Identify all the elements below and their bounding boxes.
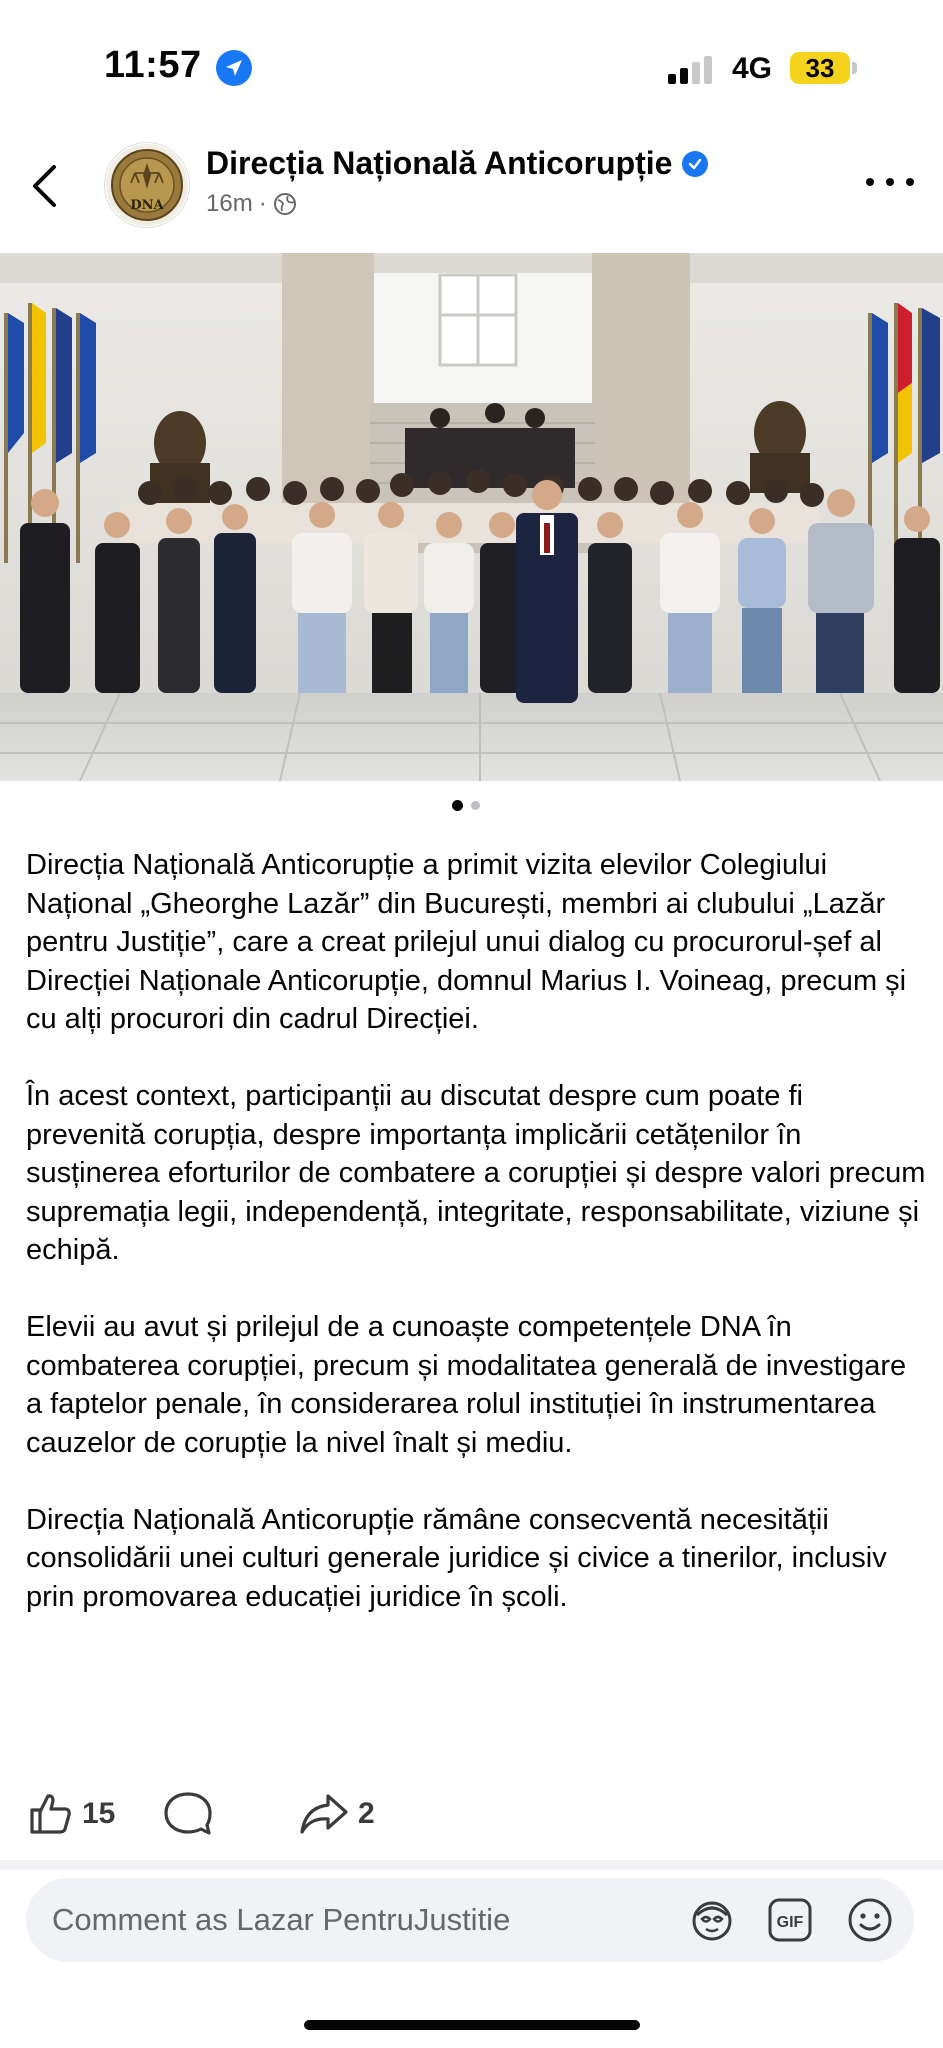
section-divider	[0, 1860, 943, 1870]
share-button[interactable]	[298, 1790, 375, 1838]
post-photo[interactable]	[0, 253, 943, 781]
avatar-sticker-icon	[689, 1897, 735, 1943]
dna-logo-icon	[105, 143, 189, 227]
like-button[interactable]	[26, 1790, 115, 1838]
signal-icon	[668, 56, 716, 84]
carousel-dot-active[interactable]	[452, 800, 463, 811]
post-paragraph: În acest context, participanții au discutat despre cum poate fi prevenită corupția, despre importanța implicării cetățenilor în susținerea eforturilor de combatere a corupției și despre valori precum supremația legii, independență, integritate, responsabilitate, viziune și echipă.	[26, 1080, 926, 1266]
location-icon	[216, 50, 252, 86]
carousel-indicator	[452, 800, 480, 811]
page-avatar[interactable]	[104, 142, 190, 228]
share-count: 2	[358, 1797, 375, 1830]
post-paragraph: Direcția Națională Anticorupție a primit vizita elevilor Colegiului Național „Gheorghe Lazăr” din București, membri ai clubului „Lazăr pentru Justiție”, care a creat prilejul unui dialog cu procurorul-șef al Direcției Naționale Anticorupție, domnul Marius I. Voineag, precum și cu alți procurori din cadrul Direcției.	[26, 849, 907, 1035]
comment-box[interactable]	[26, 1878, 914, 1962]
svg-text:GIF: GIF	[776, 1914, 804, 1931]
svg-text:DNA: DNA	[130, 198, 164, 213]
back-button[interactable]	[30, 160, 70, 212]
page-name-label: Direcția Națională Anticorupție	[206, 145, 673, 181]
thumbs-up-icon	[26, 1790, 74, 1838]
emoji-icon	[847, 1897, 893, 1943]
post-paragraph: Elevii au avut și prilejul de a cunoaște competențele DNA în combaterea corupției, precum și modalitatea generală de investigare a faptelor penale, în considerarea rolul instituției în instrumentarea cauzelor de corupție la nivel înalt și mediu.	[26, 1311, 907, 1459]
comment-input[interactable]: Comment as Lazar PentruJustitie	[52, 1902, 511, 1937]
globe-icon	[273, 192, 297, 216]
verified-badge-icon	[682, 151, 708, 177]
status-time: 11:57	[104, 44, 202, 86]
battery-cap	[852, 62, 857, 74]
more-options-button[interactable]	[866, 168, 914, 196]
share-icon	[298, 1790, 350, 1838]
post-paragraph: Direcția Națională Anticorupție rămâne consecventă necesității consolidării unei culturi generale juridice și civice a tinerilor, inclusiv prin promovarea educației juridice în școli.	[26, 1503, 887, 1613]
gif-button[interactable]	[764, 1894, 816, 1946]
gif-icon	[767, 1897, 813, 1943]
post-time[interactable]: 16m	[206, 190, 253, 217]
post-meta	[206, 190, 297, 218]
battery-icon: 33	[790, 52, 850, 84]
network-label: 4G	[732, 52, 773, 85]
avatar-sticker-button[interactable]	[686, 1894, 738, 1946]
comment-icon	[162, 1790, 214, 1838]
action-bar	[26, 1790, 926, 1840]
meta-separator: ·	[258, 190, 267, 217]
comment-button[interactable]	[162, 1790, 214, 1838]
page-name[interactable]	[206, 145, 708, 182]
post-text	[26, 846, 926, 1655]
carousel-dot[interactable]	[471, 801, 480, 810]
like-count: 15	[82, 1797, 116, 1830]
emoji-button[interactable]	[844, 1894, 896, 1946]
chevron-left-icon	[30, 164, 58, 208]
home-indicator	[304, 2020, 640, 2030]
